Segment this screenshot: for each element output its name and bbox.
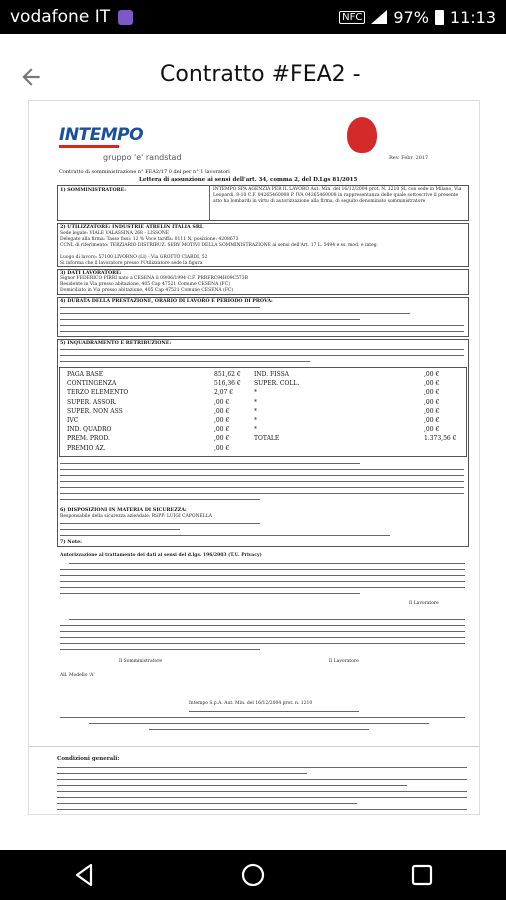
pay-value: ,00 € — [214, 398, 230, 406]
pay-value: ,00 € — [424, 389, 440, 397]
pay-value: ,00 € — [214, 426, 230, 434]
lavoratore-sign-1: Il Lavoratore — [409, 601, 439, 606]
system-nav-bar — [0, 850, 506, 900]
pay-label: TOTALE — [254, 435, 280, 443]
status-bar — [0, 0, 506, 34]
utilizzatore-line-1: Sede legale: VIALE VALASSINA 268 - LISSONE — [60, 231, 170, 236]
pay-value: 851,62 € — [214, 371, 241, 378]
lavoratore-sign-2: Il Lavoratore — [329, 659, 359, 664]
pay-label: * — [254, 426, 257, 434]
pay-value: ,00 € — [424, 417, 440, 424]
pay-value: ,00 € — [424, 426, 440, 434]
battery-icon — [435, 10, 444, 25]
notification-icon — [118, 10, 133, 25]
pay-label: IND. QUADRO — [67, 426, 112, 434]
document-title: Contratto #FEA2 - — [160, 62, 361, 87]
section-3-label: 3) DATI LAVORATORE: — [60, 270, 122, 276]
logo-underline — [59, 145, 119, 148]
back-arrow-icon[interactable] — [18, 64, 44, 90]
condizioni-heading: Condizioni generali: — [57, 756, 120, 762]
privacy-heading: Autorizzazione al trattamento dei dati ai sensi del d.lgs. 196/2003 (T.U. Privacy) — [60, 553, 262, 558]
pay-label: * — [254, 407, 257, 415]
pay-label: PREMIO AZ. — [67, 444, 106, 452]
utilizzatore-line-4: Luogo di lavoro: 57100 LIVORNO (LI) - Via GROTTO CIARDI, 52 — [60, 255, 208, 260]
section-6-label: 6) DISPOSIZIONI IN MATERIA DI SICUREZZA: — [60, 507, 187, 513]
signal-icon — [371, 10, 387, 24]
nav-home-icon[interactable] — [238, 860, 268, 890]
pay-value: ,00 € — [424, 371, 440, 378]
pay-value: ,00 € — [214, 444, 230, 452]
lavoratore-line-3: Domiciliato in Via presso abitazione, 405 Cap 47521 Comune CESENA (FC) — [60, 288, 234, 293]
nfc-icon: NFC — [339, 11, 365, 24]
section-7-label: 7) Note: — [60, 539, 82, 545]
pay-label: PAGA BASE — [67, 371, 104, 378]
utilizzatore-line-3: CCNL di riferimento: TERZIARIO DISTRIBUZ. SERV MOTIVI DELLA SOMMINISTRAZIONE ai sensi dell'Art. 17 L. 5494 e ss. mod. e integ. — [60, 243, 379, 248]
contract-heading: Contratto di somministrazione n° FEA2/17 0 del per n° 1 lavoratori — [59, 169, 230, 175]
pay-value: ,00 € — [214, 435, 230, 443]
pay-label: SUPER. COLL. — [254, 380, 300, 388]
footer-title: Intempo S.p.A. Aut. Min. del 16/12/2004 prot. n. 1210 — [189, 701, 313, 706]
section-4-label: 4) DURATA DELLA PRESTAZIONE, ORARIO DI LAVORO E PERIODO DI PROVA: — [60, 298, 273, 304]
section-2-label: 2) UTILIZZATORE: INDUSTRIE ATRELIN ITALIA SRL — [60, 224, 204, 230]
pay-value: ,00 € — [424, 380, 440, 388]
section-5-label: 5) INQUADRAMENTO E RETRIBUZIONE: — [60, 340, 172, 346]
carrier-label: vodafone IT — [10, 7, 111, 27]
pay-value: ,00 € — [214, 417, 230, 424]
pay-value: 1.373,56 € — [424, 435, 457, 443]
pay-value: ,00 € — [424, 398, 440, 406]
clock: 11:13 — [449, 7, 496, 27]
allegato-label: All. Modello 'A' — [60, 673, 95, 678]
pay-value: ,00 € — [424, 407, 440, 415]
nav-back-icon[interactable] — [69, 860, 99, 890]
pay-label: SUPER. ASSOR. — [67, 398, 117, 406]
document-page — [28, 100, 480, 815]
pay-label: IVC — [67, 417, 79, 424]
pay-label: TERZO ELEMENTO — [67, 389, 129, 397]
pay-label: CONTINGENZA — [67, 380, 117, 388]
pay-value: 2,07 € — [214, 389, 234, 397]
pay-label: SUPER. NON ASS — [67, 407, 123, 415]
pay-label: * — [254, 417, 257, 424]
pay-label: * — [254, 389, 257, 397]
utilizzatore-line-5: Si informa che il lavoratore presso l'Utilizzatore sede la figura — [60, 261, 203, 266]
somministratore-text: INTEMPO SPA AGENZIA PER IL LAVORO Aut. Min. del 16/12/2004 prot. N. 1210 SL con sede in Milano, Via Leopardi, 8-10 C.F. 04265460008 P. IVA 04265460008 in rappresentanza delle quale sottoscrive il presente atto ha lombardi in virtu di autorizzazione alla firma, di seguito denominato somministratore — [213, 187, 462, 204]
lavoratore-line-2: Residente in Via presso abitazione, 405 Cap 47521 Comune CESENA (FC) — [60, 282, 230, 287]
pay-value: 516,36 € — [214, 380, 241, 388]
document-viewer[interactable] — [28, 100, 480, 850]
somministratore-sign: Il Somministratore — [119, 659, 163, 664]
intempo-logo: INTEMPO — [59, 125, 144, 145]
status-right — [339, 8, 496, 27]
pay-value: ,00 € — [214, 407, 230, 415]
group-label: gruppo 'e' randstad — [103, 153, 182, 162]
letter-heading: Lettera di assunzione ai sensi dell'art. 34, comma 2, del D.Lgs 81/2015 — [139, 177, 358, 183]
pay-label: IND. FISSA — [254, 371, 290, 378]
pay-label: PREM. PROD. — [67, 435, 110, 443]
battery-percent: 97% — [393, 7, 429, 27]
sicurezza-text: Responsabile della sicurezza aziendale: RSPP: LUIGI CAPONELLA — [60, 514, 213, 519]
certification-seal-icon — [347, 117, 377, 153]
lavoratore-line-1: Signor FEDERICO PIRRI nato a CESENA il 09/06/1994 C.F. PRRFRC94H09C573B — [60, 276, 248, 281]
section-1-label: 1) SOMMINISTRATORE: — [60, 187, 127, 193]
pay-label: * — [254, 398, 257, 406]
revision-label: Rev. Febr. 2017 — [389, 155, 429, 161]
nav-recents-icon[interactable] — [407, 860, 437, 890]
utilizzatore-line-2: Delegato alla firma: Tasso fissi: 12 % Voce tariffa: 0111 N. posizione: 4208673 — [60, 237, 239, 242]
